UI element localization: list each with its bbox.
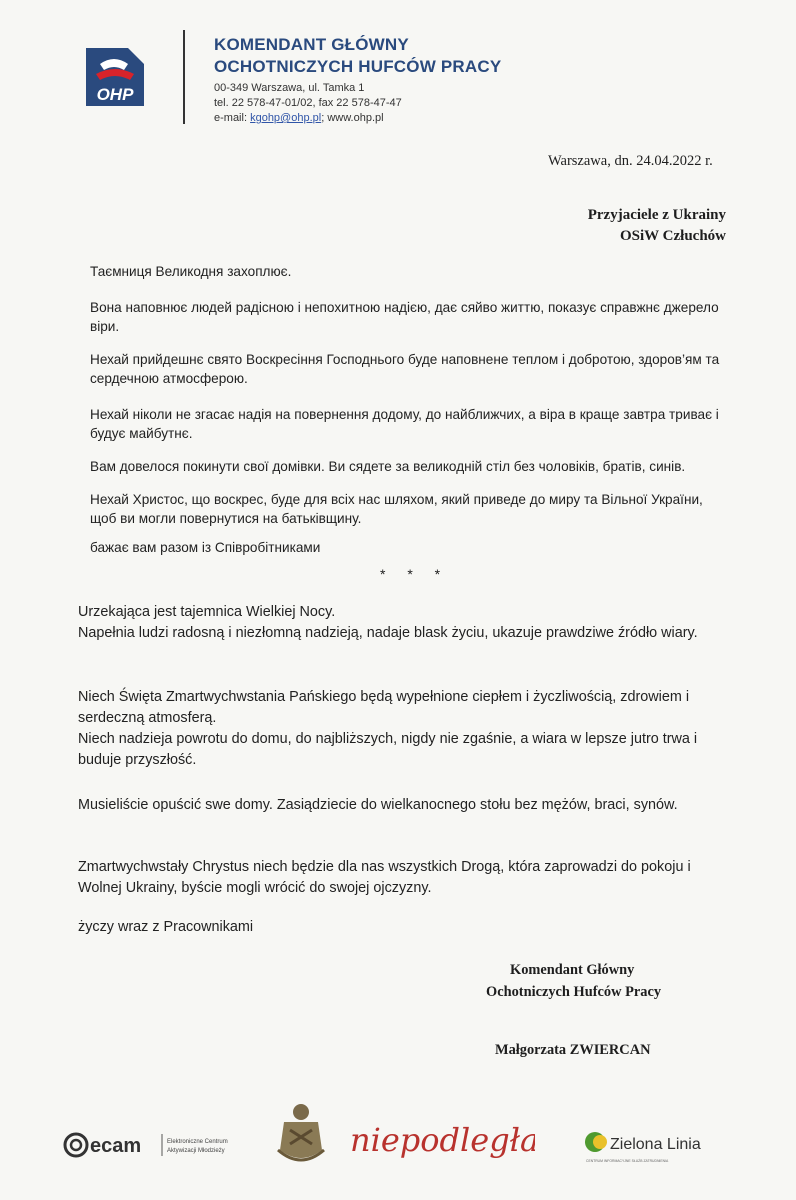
org-address: 00-349 Warszawa, ul. Tamka 1 — [214, 82, 365, 94]
ua-paragraph-4: Нехай ніколи не згасає надія на повернення додому, до найближчих, а віра в краще завтра триває і будує майбутнє. — [90, 407, 719, 441]
signature-title-2: Ochotniczych Hufców Pracy — [486, 984, 662, 1000]
section-separator: * * * — [380, 566, 450, 582]
pl-paragraph-1: Urzekająca jest tajemnica Wielkiej Nocy. — [78, 604, 336, 620]
org-line-2: OCHOTNICZYCH HUFCÓW PRACY — [214, 57, 502, 76]
website-link[interactable]: www.ohp.pl — [327, 112, 384, 124]
org-name — [214, 34, 501, 78]
logo-text: OHP — [96, 85, 134, 104]
ecam-desc-2: Aktywizacji Młodzieży — [167, 1148, 225, 1154]
letter-date: Warszawa, dn. 24.04.2022 r. — [548, 153, 713, 169]
email-label: e-mail: — [214, 112, 248, 124]
ecam-text: ecam — [90, 1135, 142, 1157]
ecam-desc-1: Elektroniczne Centrum — [167, 1139, 228, 1145]
org-line-1: KOMENDANT GŁÓWNY — [214, 35, 409, 54]
org-email-line: e-mail: kgohp@ohp.pl; www.ohp.pl — [214, 112, 384, 124]
email-link[interactable]: kgohp@ohp.pl — [250, 112, 322, 124]
ua-paragraph-1: Таємниця Великодня захоплює. — [90, 264, 292, 279]
pl-paragraph-3: Niech Święta Zmartwychwstania Pańskiego będą wypełnione ciepłem i życzliwością, zdrowiem i serdeczną atmosferą. — [78, 689, 690, 726]
pl-paragraph-6: Zmartwychwstały Chrystus niech będzie dla nas wszystkich Drogą, która zaprowadzi do pokoju i Wolnej Ukrainy, byście mogli wrócić do swojej ojczyzny. — [78, 859, 691, 896]
signature-title-1: Komendant Główny — [510, 962, 635, 978]
header-divider — [183, 30, 185, 124]
pl-paragraph-4: Niech nadzieja powrotu do domu, do najbliższych, nigdy nie zgaśnie, a wiara w lepsze jutro trwa i buduje przyszłość. — [78, 731, 698, 768]
ecam-logo — [62, 1128, 247, 1162]
ua-paragraph-5: Вам довелося покинути свої домівки. Ви сядете за великодній стіл без чоловіків, братів, синів. — [90, 459, 686, 474]
recipient-line-2: OSiW Człuchów — [620, 228, 726, 244]
ua-closing: бажає вам разом із Співробітниками — [90, 540, 321, 555]
recipient-line-1: Przyjaciele z Ukrainy — [587, 207, 726, 223]
pl-paragraph-5: Musieliście opuścić swe domy. Zasiądziecie do wielkanocnego stołu bez mężów, braci, synów. — [78, 797, 678, 813]
pl-paragraph-2: Napełnia ludzi radosną i niezłomną nadzieją, nadaje blask życiu, ukazuje prawdziwe źródło wiary. — [78, 625, 698, 641]
ohp-logo — [78, 40, 152, 114]
org-phone: tel. 22 578-47-01/02, fax 22 578-47-47 — [214, 97, 402, 109]
ua-paragraph-6: Нехай Христос, що воскрес, буде для всіх нас шляхом, який приведе до миру та Вільної України, щоб ви могли повернутися на батьківщину. — [90, 492, 703, 526]
zielona-linia-logo — [584, 1128, 724, 1166]
ua-paragraph-3: Нехай прийдешнє свято Воскресіння Господнього буде наповнене теплом і добротою, здоров’ям та сердечною атмосферою. — [90, 352, 720, 386]
emblem-icon — [272, 1100, 330, 1168]
niepodlegla-logo — [345, 1115, 535, 1165]
recipient-block — [588, 205, 726, 247]
zielona-subtext: CENTRUM INFORMACYJNE SŁUŻB ZATRUDNIENIA — [586, 1159, 669, 1163]
ua-paragraph-2: Вона наповнює людей радісною і непохитною надією, дає сяйво життю, показує справжнє джерело віри. — [90, 300, 719, 334]
zielona-text: Zielona Linia — [610, 1136, 701, 1153]
niepodlegla-text: niepodległa — [350, 1121, 535, 1159]
org-contact — [214, 81, 402, 126]
signature-name: Małgorzata ZWIERCAN — [495, 1042, 651, 1058]
pl-closing: życzy wraz z Pracownikami — [78, 919, 254, 935]
